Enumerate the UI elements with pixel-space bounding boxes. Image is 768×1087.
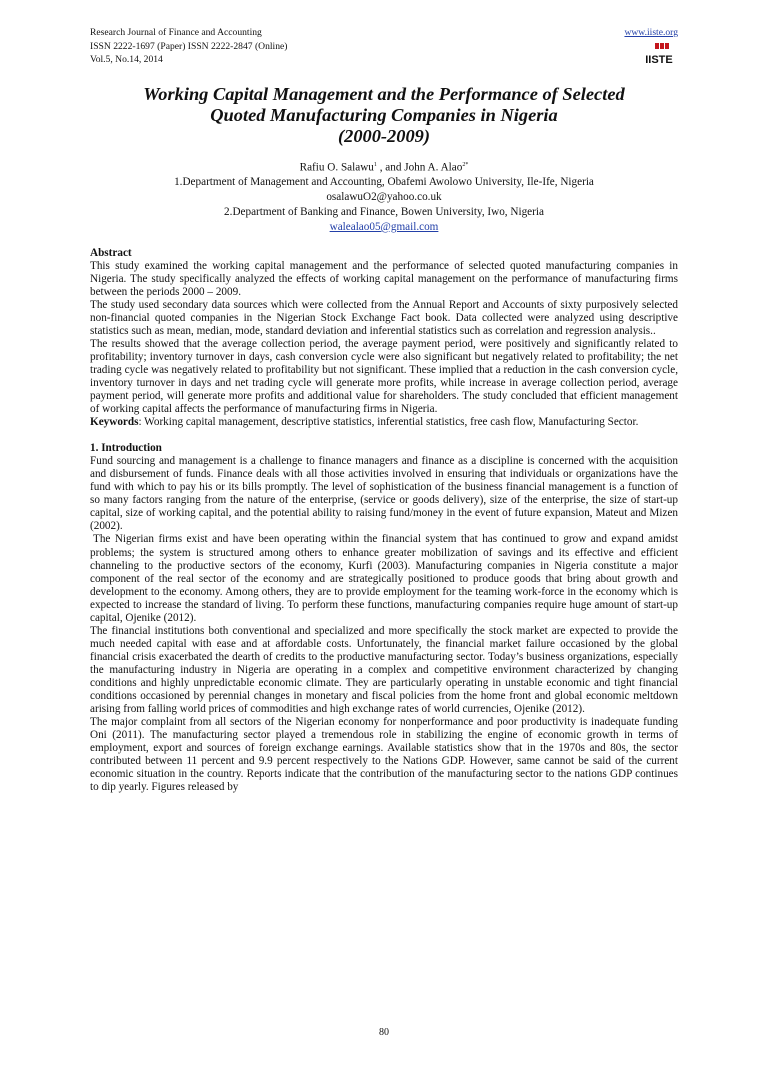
abstract-heading: Abstract bbox=[90, 246, 132, 259]
author-2: John A. Alao bbox=[404, 161, 463, 174]
keywords bbox=[90, 416, 678, 429]
keywords-label: Keywords bbox=[90, 416, 139, 429]
abstract-paragraph-1: This study examined the working capital management and the performance of selected quoted manufacturing companies in Nigeria. The study specifically analyzed the effects of working capital management on the performance of manufacturing firms between the periods 2000 – 2009. bbox=[90, 259, 678, 298]
intro-paragraph-2: The Nigerian firms exist and have been operating within the financial system that has continued to grow and expand amidst problems; the system is structured among others to enhance greater mobilization of savings and its effective and efficient channeling to the productive sectors of the economy, Kurfi (2003). Manufacturing companies in Nigeria constitute a major component of the real sector of the economy and are strategically positioned to produce goods that bring about growth and development to the economy. Among others, they are to provide employment for the teaming work-force in the economy which is expected to increase the standard of living. To perform these functions, manufacturing companies require huge amount of start-up capital, Ojenike (2012). bbox=[90, 533, 678, 624]
affiliation-2: 2.Department of Banking and Finance, Bowen University, Iwo, Nigeria bbox=[224, 205, 544, 218]
author-names bbox=[90, 158, 678, 176]
page-number: 80 bbox=[379, 1027, 389, 1038]
keywords-text: : Working capital management, descriptive statistics, inferential statistics, free cash flow, Manufacturing Sector. bbox=[138, 416, 639, 429]
title-line-1: Working Capital Management and the Performance of Selected bbox=[143, 83, 625, 104]
journal-name: Research Journal of Finance and Accounting bbox=[90, 27, 262, 38]
journal-issn: ISSN 2222-1697 (Paper) ISSN 2222-2847 (Online) bbox=[90, 40, 288, 52]
author-separator: , and bbox=[376, 161, 405, 174]
affiliation-1: 1.Department of Management and Accounting, Obafemi Awolowo University, Ile-Ife, Nigeria bbox=[174, 176, 594, 189]
author-1-mark: 1 bbox=[373, 161, 377, 168]
abstract-paragraph-3: The results showed that the average collection period, the average payment period, were positively and significantly related to profitability; inventory turnover in days, cash conversion cycle were also significant but negatively related to profitability; the net trading cycle was negatively related to profitability but not significant. These implied that a reduction in the cash conversion cycle, inventory turnover in days and net trading cycle will generate more profits, while increase in average collection period, average payment period, will generate more profits and additional value for shareholders. The study concluded that efficient management of working capital affects the performance of manufacturing firms in Nigeria. bbox=[90, 337, 678, 416]
intro-paragraph-4: The major complaint from all sectors of the Nigerian economy for nonperformance and poor productivity is inadequate funding Oni (2011). The manufacturing sector played a tremendous role in stabilizing the engine of economic growth in terms of employment, export and sources of foreign exchange earnings. Available statistics show that in the 1970s and 80s, the sector contributed between 11 percent and 9.9 percent respectively to the Nations GDP. However, same cannot be said of the current economic situation in the country. Reports indicate that the contribution of the manufacturing sector to the nations GDP continues to dip yearly. Figures released by bbox=[90, 716, 678, 794]
paper-title bbox=[90, 84, 678, 147]
author-block bbox=[90, 158, 678, 235]
title-line-3: (2000-2009) bbox=[338, 125, 430, 146]
logo-text: IISTE bbox=[645, 54, 673, 66]
introduction-section bbox=[90, 442, 678, 794]
abstract-paragraph-2: The study used secondary data sources which were collected from the Annual Report and Accounts of sixty purposively selected non-financial quoted companies in the Nigerian Stock Exchange Fact book. Data collected were analyzed using descriptive statistics such as mean, median, mode, standard deviation and inferential statistics such as correlation and regression analysis.. bbox=[90, 298, 678, 337]
journal-header bbox=[90, 26, 678, 67]
paper-page bbox=[90, 26, 678, 794]
author-1: Rafiu O. Salawu bbox=[299, 161, 374, 174]
introduction-heading: 1. Introduction bbox=[90, 442, 162, 455]
title-line-2: Quoted Manufacturing Companies in Nigeria bbox=[210, 104, 558, 125]
email-1: osalawuO2@yahoo.co.uk bbox=[326, 191, 442, 204]
journal-url-link[interactable]: www.iiste.org bbox=[624, 27, 678, 38]
iiste-logo bbox=[642, 42, 676, 68]
intro-paragraph-1: Fund sourcing and management is a challenge to finance managers and finance as a discipline is concerned with the acquisition and disbursement of funds. Finance deals with all those activities involved in ensuring that individuals or organizations have the fund with which to pay his or its bills promptly. The level of sophistication of the business financial management is a function of so many factors ranging from the nature of the enterprise, (service or goods delivery), size of the enterprise, the size of start-up capital, size of working capital, and the potential ability to raising fund/money in the event of future expansion, Mateut and Mizen (2002). bbox=[90, 455, 678, 533]
intro-paragraph-3: The financial institutions both conventional and specialized and more specifically the stock market are expected to provide the much needed capital with ease and at affordable costs. Unfortunately, the financial market failure occasioned by the global financial crisis exacerbated the dearth of credits to the productive manufacturing sector. Today’s business organizations, especially the manufacturing industry in Nigeria are operating in a complex and competitive environment characterized by changing conditions and highly unpredictable economic climate. They are particularly operating in unstable economic and tight financial conditions occasioned by perennial changes in monetary and fiscal policies from the home front and global economic meltdown arising from falling world prices of commodities and high exchange rates of world currencies, Ojenike (2012). bbox=[90, 624, 678, 716]
abstract bbox=[90, 247, 678, 430]
email-2-link[interactable]: walealao05@gmail.com bbox=[329, 220, 439, 233]
author-2-mark: 2* bbox=[462, 161, 469, 168]
journal-volume: Vol.5, No.14, 2014 bbox=[90, 54, 163, 66]
